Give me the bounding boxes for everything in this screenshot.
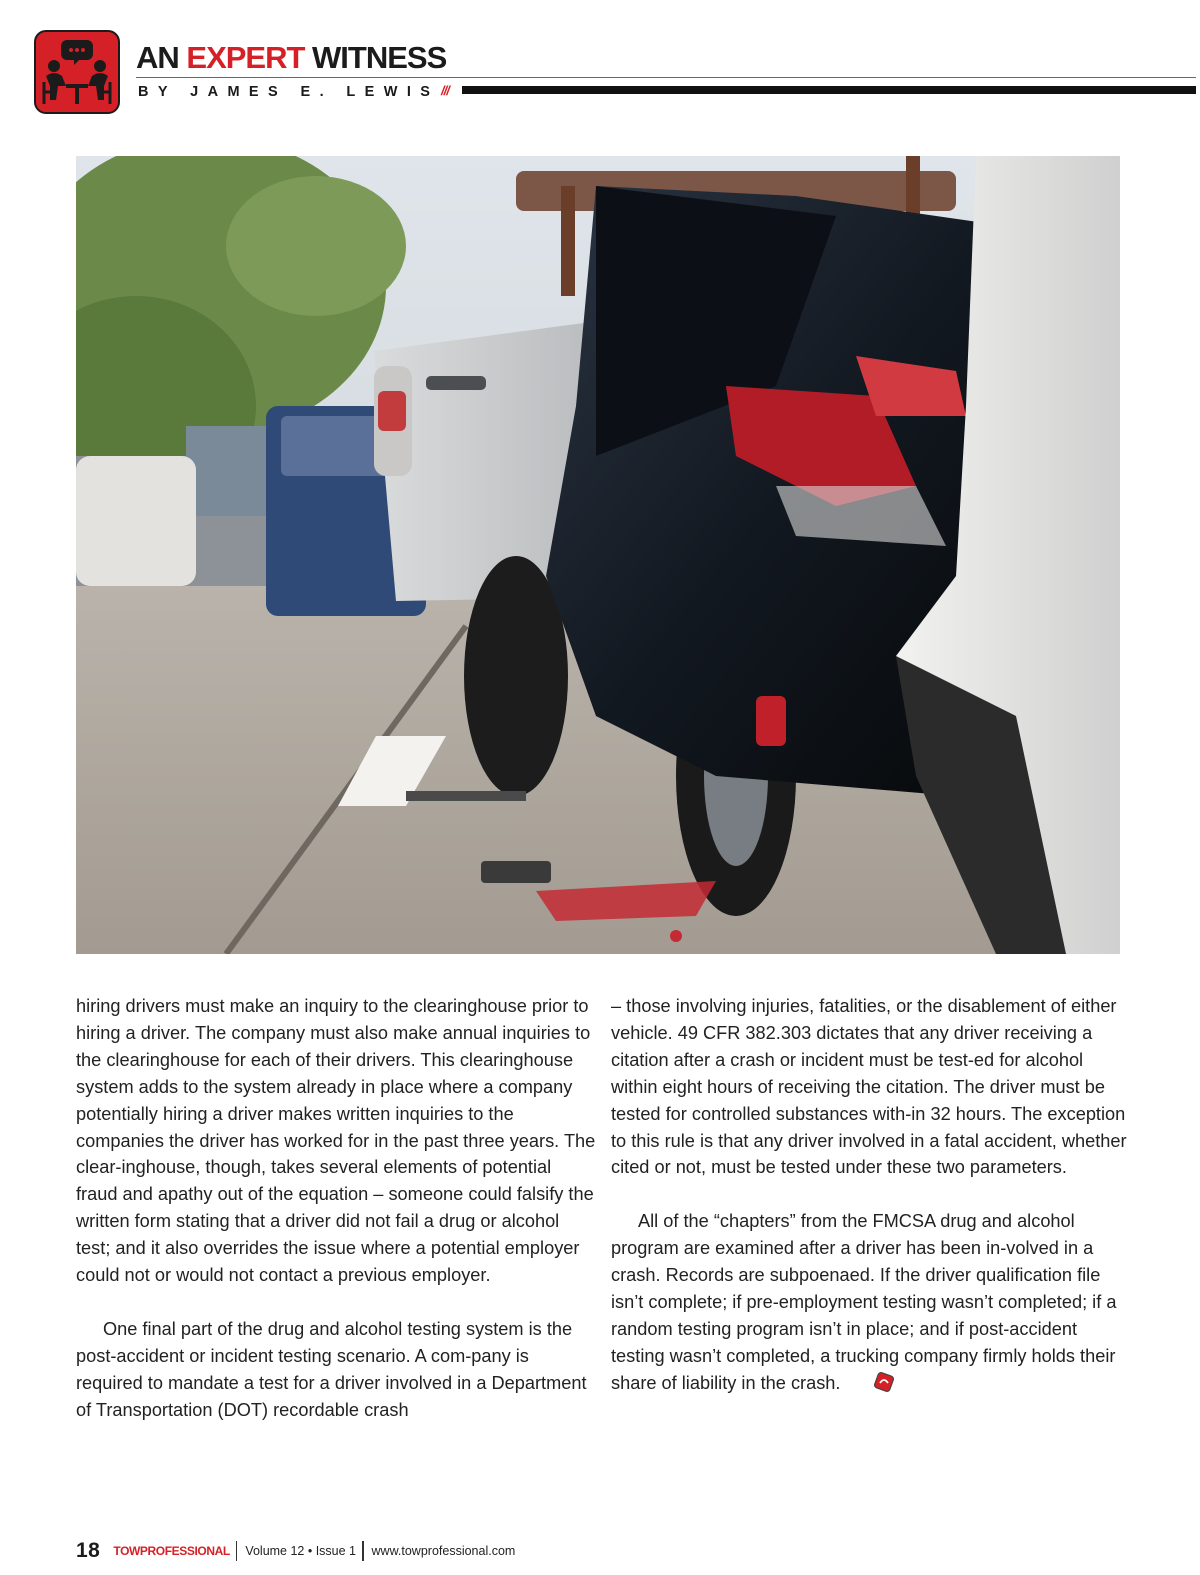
- column-logo-icon: [34, 30, 120, 114]
- footer-divider: [236, 1541, 238, 1561]
- column-title: [136, 40, 446, 76]
- byline: BY JAMES E. LEWIS: [138, 84, 440, 100]
- header-thick-rule: [462, 86, 1196, 94]
- left-paragraph-1: hiring drivers must make an inquiry to the clearinghouse prior to hiring a driver. The company must also make annual inquiries to the clearinghouse for each of their drivers. This clearinghouse system adds to the system already in place where a company potentially hiring a driver makes written inquiries to the companies the driver has worked for in the past three years. The clear-inghouse, though, takes several elements of potential fraud and apathy out of the equation – someone could falsify the written form stating that a driver did not fail a drug or alcohol test; and it also overrides the issue where a potential employer could not or would not contact a previous employer.: [76, 996, 596, 1286]
- title-part-1: AN: [136, 40, 187, 75]
- page-footer: [76, 1538, 515, 1564]
- page-number: 18: [76, 1539, 101, 1562]
- title-part-2: WITNESS: [304, 40, 447, 75]
- end-mark-icon: [846, 1371, 868, 1393]
- right-paragraph-2: [611, 1208, 1127, 1396]
- title-accent: EXPERT: [186, 40, 305, 75]
- right-paragraph-2-text: All of the “chapters” from the FMCSA drug and alcohol program are examined after a driver has been in-volved in a crash. Records are subpoenaed. If the driver qualification file isn’t complete; if pre-employment testing wasn’t completed; if a random testing program isn’t in place; and if post-accident testing wasn’t completed, a trucking company firmly holds their share of liability in the crash.: [611, 1211, 1117, 1393]
- footer-issue: Volume 12 • Issue 1: [245, 1544, 357, 1558]
- header-divider: [136, 77, 1196, 78]
- car-crash-photo: [76, 156, 1120, 954]
- footer-url: www.towprofessional.com: [371, 1544, 516, 1558]
- right-paragraph-1: – those involving injuries, fatalities, or the disablement of either vehicle. 49 CFR 382.303 dictates that any driver receiving a citation after a crash or incident must be test-ed for alcohol within eight hours of receiving the citation. The driver must be tested for controlled substances with-in 32 hours. The exception to this rule is that any driver involved in a fatal accident, whether cited or not, must be tested under these two parameters.: [611, 996, 1127, 1178]
- right-column: [611, 993, 1127, 1397]
- left-column: [76, 993, 596, 1423]
- footer-brand: TOWPROFESSIONAL: [113, 1544, 230, 1558]
- byline-slashes: ///: [441, 83, 449, 98]
- left-paragraph-2: One final part of the drug and alcohol testing system is the post-accident or incident testing scenario. A com-pany is required to mandate a test for a driver involved in a Department of Transportation (DOT) recordable crash: [76, 1318, 587, 1420]
- footer-divider: [362, 1541, 364, 1561]
